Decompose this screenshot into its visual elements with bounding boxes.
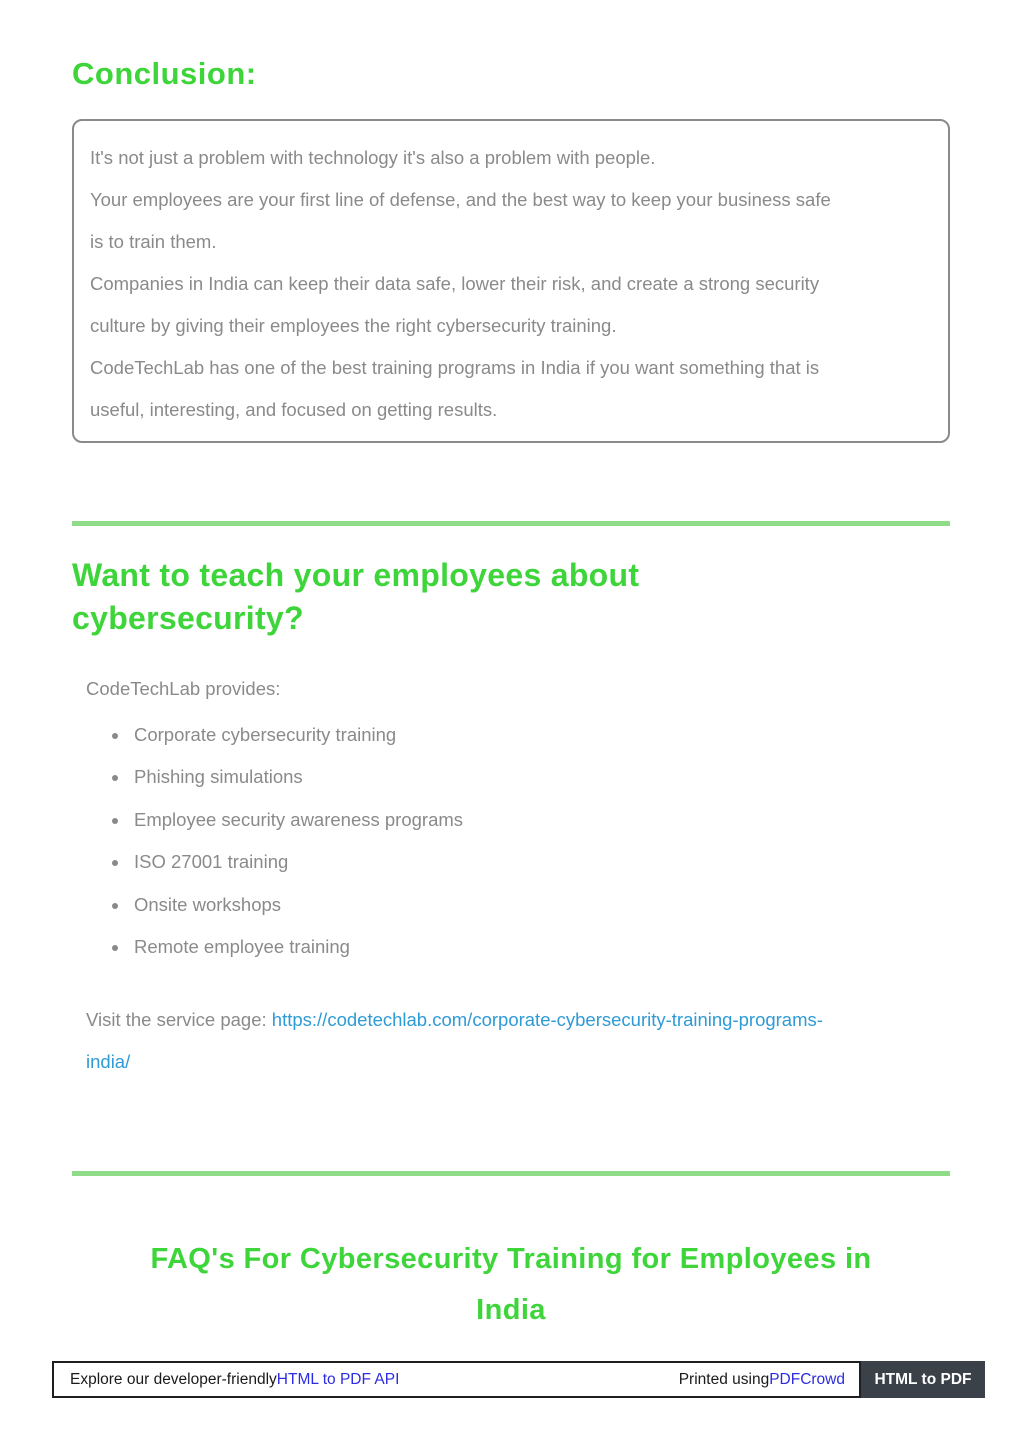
services-list xyxy=(130,714,950,969)
list-item: • Corporate cybersecurity training xyxy=(130,714,950,757)
faq-heading xyxy=(72,1234,950,1336)
service-page-link-line1[interactable]: https://codetechlab.com/corporate-cybersecurity-training-programs- xyxy=(271,1008,823,1030)
html-to-pdf-api-link[interactable]: HTML to PDF API xyxy=(276,1370,400,1388)
service-page-link-line2[interactable]: india/ xyxy=(86,1050,131,1072)
conclusion-line: It's not just a problem with technology it's also a problem with people. xyxy=(90,146,656,168)
section-divider xyxy=(72,1171,950,1176)
pdfcrowd-link[interactable]: PDFCrowd xyxy=(769,1370,845,1388)
html-to-pdf-badge[interactable]: HTML to PDF xyxy=(861,1361,985,1398)
faq-heading-line2: India xyxy=(476,1293,546,1326)
provides-intro: CodeTechLab provides: xyxy=(86,677,281,699)
conclusion-line: Companies in India can keep their data safe, lower their risk, and create a strong security xyxy=(90,272,820,294)
list-item: • Onsite workshops xyxy=(130,884,950,927)
visit-prefix-text: Visit the service page: xyxy=(86,1008,272,1030)
conclusion-line: CodeTechLab has one of the best training programs in India if you want something that is xyxy=(90,356,820,378)
teach-heading-line2: cybersecurity? xyxy=(72,599,304,636)
conclusion-line: Your employees are your first line of defense, and the best way to keep your business safe xyxy=(90,188,831,210)
conclusion-line: useful, interesting, and focused on getting results. xyxy=(90,398,498,420)
teach-section-heading xyxy=(72,554,950,640)
teach-heading-line1: Want to teach your employees about xyxy=(72,556,640,593)
list-item: • Employee security awareness programs xyxy=(130,799,950,842)
conclusion-box xyxy=(72,119,950,443)
pdfcrowd-footer xyxy=(52,1361,985,1398)
conclusion-line: culture by giving their employees the right cybersecurity training. xyxy=(90,314,617,336)
footer-explore-text: Explore our developer-friendly xyxy=(70,1370,277,1388)
conclusion-heading: Conclusion: xyxy=(72,56,257,91)
faq-heading-line1: FAQ's For Cybersecurity Training for Employees in xyxy=(150,1242,872,1275)
footer-printed-text: Printed using xyxy=(678,1370,770,1388)
list-item: • Phishing simulations xyxy=(130,756,950,799)
list-item: • Remote employee training xyxy=(130,926,950,969)
list-item: • ISO 27001 training xyxy=(130,841,950,884)
footer-bar xyxy=(52,1361,861,1398)
visit-service-paragraph xyxy=(86,999,950,1083)
conclusion-line: is to train them. xyxy=(90,230,217,252)
section-divider xyxy=(72,521,950,526)
